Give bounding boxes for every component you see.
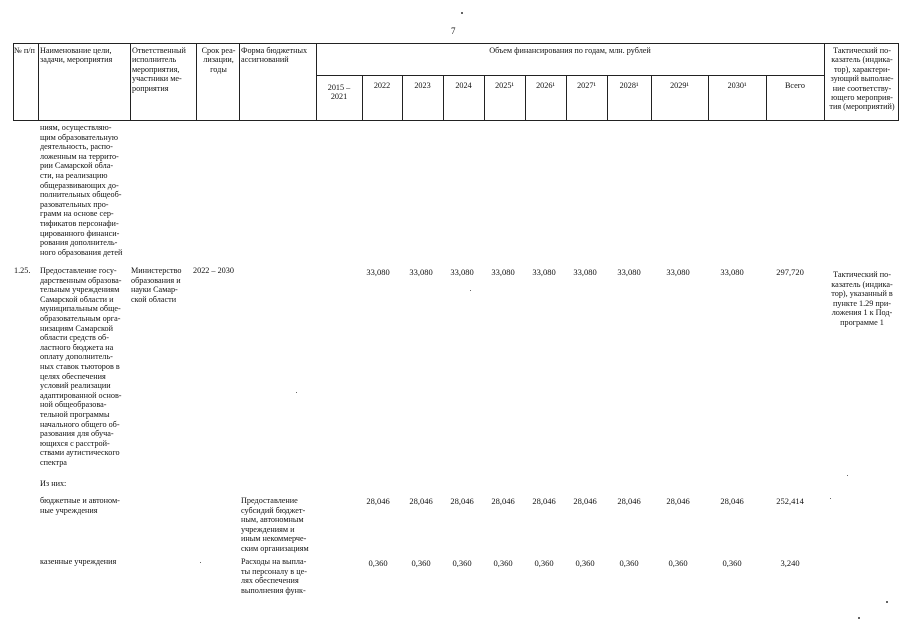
row-number: 1.25. xyxy=(14,266,31,275)
row-value-2024: 33,080 xyxy=(450,267,474,277)
row-value-2026: 33,080 xyxy=(532,267,556,277)
header-year-2026: 2026¹ xyxy=(536,81,555,90)
subrow-value-2030: 28,046 xyxy=(720,496,744,506)
page-number: 7 xyxy=(451,26,456,36)
header-col-responsible: Ответственный исполнитель мероприятия, участники ме- роприятия xyxy=(132,46,186,93)
row-value-2025: 33,080 xyxy=(491,267,515,277)
row-value-2023: 33,080 xyxy=(409,267,433,277)
subrow-total: 252,414 xyxy=(776,496,804,506)
subrow-value-2030: 0,360 xyxy=(722,558,742,568)
header-year-2027: 2027¹ xyxy=(577,81,596,90)
subrow-value-2025: 0,360 xyxy=(493,558,513,568)
subrow-value-2023: 28,046 xyxy=(409,496,433,506)
row-responsible: Министерство образования и науки Самар- ской области xyxy=(131,266,182,304)
subrow-name: казенные учреждения xyxy=(40,557,117,566)
row-value-2028: 33,080 xyxy=(617,267,641,277)
row-value-2027: 33,080 xyxy=(573,267,597,277)
header-year-2030: 2030¹ xyxy=(727,81,747,90)
subrow-name: бюджетные и автоном- ные учреждения xyxy=(40,496,120,515)
subrow-form: Расходы на выпла- ты персоналу в це- лях обеспечения выполнения функ- xyxy=(241,557,307,595)
subrow-value-2026: 28,046 xyxy=(532,496,556,506)
of-them-label: Из них: xyxy=(40,479,67,488)
subrow-value-2027: 28,046 xyxy=(573,496,597,506)
continuation-text: ниям, осуществляю- щим образовательную деятельность, распо- ложенным на террито- рии Самарской обла- сти, на реализацию общеразвивающих до- полнительных общеоб- разовательных про- грамм на основе сер- тификатов персонафи- цированного финанси- рования дополнитель- ного образования детей xyxy=(40,123,123,257)
subrow-value-2025: 28,046 xyxy=(491,496,515,506)
header-col-term: Срок реа- лизации, годы xyxy=(201,46,236,74)
header-col-form: Форма бюджетных ассигнований xyxy=(241,46,308,65)
header-year-2025: 2025¹ xyxy=(495,81,514,90)
subrow-value-2027: 0,360 xyxy=(575,558,595,568)
header-col-name: Наименование цели, задачи, мероприятия xyxy=(40,46,113,65)
subrow-value-2024: 0,360 xyxy=(452,558,472,568)
subrow-value-2022: 0,360 xyxy=(368,558,388,568)
subrow-value-2023: 0,360 xyxy=(411,558,431,568)
subrow-total: 3,240 xyxy=(780,558,800,568)
subrow-value-2024: 28,046 xyxy=(450,496,474,506)
row-term: 2022 – 2030 xyxy=(193,266,234,275)
row-value-2030: 33,080 xyxy=(720,267,744,277)
subrow-value-2029: 0,360 xyxy=(668,558,688,568)
subrow-value-2029: 28,046 xyxy=(666,496,690,506)
subrow-value-2026: 0,360 xyxy=(534,558,554,568)
row-name: Предоставление госу- дарственным образова- тельным учреждениям Самарской области и муниципальным обще- образовательным орга- низациям Самарской области средств об- ластного бюджета на оплату дополнитель- ных ставок тьюторов в целях обеспечения условий реализации адаптированной основ- ной общеобразова- тельной программы начального общего об- разования для обуча- ющихся с расстрой- ствами аутистического спектра xyxy=(40,266,122,467)
header-year-2022: 2022 xyxy=(373,81,391,90)
header-year-2029: 2029¹ xyxy=(670,81,689,90)
subrow-value-2028: 28,046 xyxy=(617,496,641,506)
header-col-number: № п/п xyxy=(14,46,35,55)
header-year-2028: 2028¹ xyxy=(619,81,639,90)
subrow-value-2028: 0,360 xyxy=(619,558,639,568)
header-year-2024: 2024 xyxy=(455,81,472,90)
row-value-2029: 33,080 xyxy=(666,267,690,277)
row-value-2022: 33,080 xyxy=(366,267,390,277)
subrow-form: Предоставление субсидий бюджет- ным, автономным учреждениям и иным некоммерче- ским организациям xyxy=(241,496,309,553)
header-col-indicator: Тактический по- казатель (индика- тор), характери- зующий выполне- ние соответству- ющего мероприя- тия (мероприятий) xyxy=(829,46,895,112)
subrow-value-2022: 28,046 xyxy=(366,496,390,506)
header-year-2023: 2023 xyxy=(414,81,431,90)
row-total: 297,720 xyxy=(776,267,804,277)
header-total: Всего xyxy=(784,81,806,90)
header-year-2015-2021: 2015 – 2021 xyxy=(327,83,351,102)
row-indicator: Тактический по- казатель (индика- тор), указанный в пункте 1.29 при- ложения 1 к Под- программе 1 xyxy=(831,270,893,327)
header-col-funding: Объем финансирования по годам, млн. рублей xyxy=(489,46,651,55)
